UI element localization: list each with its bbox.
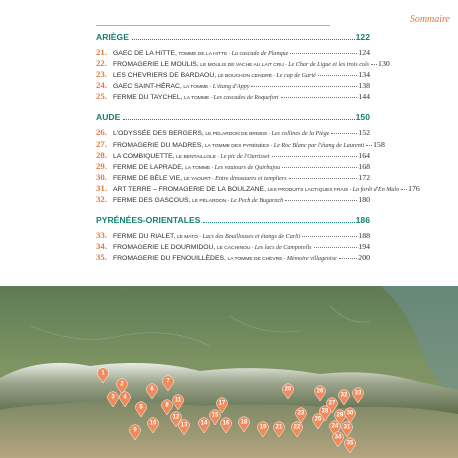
farm-name: FROMAGERIE LE DOURMIDOU, — [113, 244, 216, 252]
dot-leader — [272, 156, 358, 157]
cheese-name: LE MATÓ — [176, 235, 198, 241]
farm-name: L'ODYSSÉE DES BERGERS, — [113, 130, 204, 138]
entry-page-number: 134 — [358, 70, 370, 80]
entry-title — [113, 197, 283, 204]
cheese-name: LA TOMME DE CHÈVRE — [227, 257, 283, 263]
farm-name: ART TERRE – FROMAGERIE DE LA BOULZANE, — [113, 185, 266, 193]
dot-leader — [401, 189, 407, 190]
entry-separator: - — [226, 199, 231, 205]
marker-label: 18 — [240, 419, 248, 426]
farm-name: FROMAGERIE DU MADRES, — [113, 141, 204, 149]
dot-leader — [290, 53, 357, 54]
marker-label: 19 — [259, 424, 267, 431]
dot-leader — [282, 167, 357, 168]
entry-title — [113, 61, 369, 68]
marker-label: 11 — [174, 397, 182, 404]
toc-entry[interactable] — [96, 138, 385, 150]
marker-label: 3 — [111, 394, 115, 401]
entry-title — [113, 255, 337, 262]
entry-page-number: 124 — [358, 48, 370, 57]
entry-separator: - — [283, 63, 289, 69]
farm-name: FERME DE LAPRADE, — [113, 163, 184, 171]
marker-label: 1 — [101, 370, 105, 377]
entry-separator: - — [210, 165, 215, 171]
page-header-title: Sommaire — [409, 14, 450, 25]
header-rule — [96, 25, 330, 26]
dot-leader — [366, 145, 372, 146]
toc-entry[interactable] — [96, 241, 370, 252]
walk-name: L'étang d'Appy — [212, 84, 250, 91]
marker-label: 4 — [123, 394, 127, 401]
toc-entry[interactable] — [96, 182, 420, 194]
farm-name: FERME DES GASCOUS, — [113, 197, 191, 205]
entry-separator: - — [282, 257, 287, 263]
cheese-name: LE PÉLARDON DE BREBIS — [205, 132, 268, 138]
walk-name: Les cascades de Roquefort — [213, 95, 279, 102]
marker-label: 17 — [218, 400, 226, 407]
walk-name: Les lacs de Camporells — [254, 245, 312, 252]
section-page-number: 150 — [355, 112, 370, 123]
toc-entry[interactable] — [96, 172, 370, 183]
entry-page-number: 200 — [358, 253, 370, 263]
dot-leader — [281, 97, 358, 98]
entry-page-number: 164 — [358, 150, 370, 160]
cheese-name: LE PÉLARDON — [191, 199, 227, 205]
entry-title — [113, 233, 300, 240]
cheese-name: LE YAOURT — [183, 176, 211, 182]
relief-map-svg — [0, 286, 458, 458]
entry-number: 32. — [96, 194, 107, 205]
toc-entry[interactable] — [96, 91, 370, 102]
entry-separator: - — [208, 85, 213, 91]
marker-label: 30 — [346, 410, 354, 417]
table-of-contents — [96, 31, 420, 272]
toc-entry[interactable] — [96, 47, 370, 58]
walk-name: Le pic de l'Ourtisset — [220, 153, 270, 160]
cheese-name: LE BENTAILLOLE — [176, 154, 216, 160]
entry-number: 21. — [96, 47, 107, 57]
farm-name: LES CHEVRIERS DE BARDAOU, — [113, 72, 217, 80]
entry-title — [113, 153, 270, 160]
toc-entry[interactable] — [96, 58, 390, 69]
walk-name: Le Char de Ligue et les trois cols — [288, 62, 370, 69]
entry-number: 30. — [96, 171, 107, 182]
marker-label: 9 — [133, 427, 137, 434]
entry-page-number: 176 — [408, 183, 420, 193]
southern-slopes — [0, 401, 458, 458]
toc-entry[interactable] — [96, 161, 370, 172]
toc-entry[interactable] — [96, 194, 370, 205]
dot-leader — [203, 222, 354, 223]
marker-label: 22 — [293, 424, 301, 431]
entry-number: 33. — [96, 230, 107, 241]
marker-label: 8 — [165, 402, 169, 409]
marker-label: 34 — [334, 434, 342, 441]
entry-number: 24. — [96, 80, 107, 91]
entry-number: 35. — [96, 252, 107, 263]
entry-separator: - — [272, 74, 277, 80]
farm-name: GAEC DE LA HITTE, — [113, 50, 177, 57]
section-page-number: 122 — [355, 32, 370, 42]
walk-name: Les collines de la Piège — [271, 131, 330, 138]
entry-title — [113, 83, 249, 90]
entry-title — [113, 175, 287, 182]
walk-name: Le Pech de Bugarach — [230, 198, 284, 205]
marker-label: 5 — [139, 404, 143, 411]
marker-label: 29 — [336, 412, 344, 419]
cheese-name: LES PRODUITS LACTIQUES FRAIS — [267, 187, 349, 193]
entry-page-number: 188 — [358, 231, 370, 241]
cheese-name: TOMME DE LA HITTE — [178, 52, 228, 57]
cheese-name: LA TOMME DES PYRÉNÉES — [204, 143, 270, 149]
entry-number: 25. — [96, 91, 107, 102]
marker-label: 20 — [284, 386, 292, 393]
marker-label: 21 — [275, 424, 283, 431]
toc-entry[interactable] — [96, 127, 370, 138]
marker-label: 26 — [316, 388, 324, 395]
cheese-name: LA TOMME — [185, 165, 211, 171]
entry-title — [113, 94, 279, 101]
cheese-name: LA TOMME — [184, 96, 210, 102]
marker-label: 13 — [180, 422, 188, 429]
entry-separator: - — [250, 246, 255, 252]
toc-entry[interactable] — [96, 230, 370, 241]
marker-label: 15 — [211, 412, 219, 419]
entry-number: 28. — [96, 149, 107, 160]
entry-number: 34. — [96, 241, 107, 252]
marker-label: 28 — [321, 408, 329, 415]
walk-name: La cascade de Planque — [231, 51, 289, 57]
entry-page-number: 168 — [358, 161, 370, 171]
cheese-name: LE CACHINOU — [216, 246, 251, 252]
marker-label: 6 — [150, 386, 154, 393]
section-heading[interactable] — [96, 214, 370, 226]
farm-name: FERME DE BÈLE VIE, — [113, 174, 183, 182]
entry-number: 29. — [96, 160, 107, 171]
entry-separator: - — [210, 176, 216, 182]
entry-page-number: 138 — [358, 81, 370, 91]
marker-label: 31 — [343, 424, 351, 431]
entry-title — [113, 50, 288, 57]
toc-entry[interactable] — [96, 80, 370, 91]
entry-title — [113, 164, 280, 171]
entry-separator: - — [209, 96, 214, 102]
entry-page-number: 172 — [358, 172, 370, 182]
walk-name: La forêt d'En Malo — [352, 186, 400, 193]
entry-separator: - — [216, 154, 221, 160]
marker-label: 23 — [297, 410, 305, 417]
dot-leader — [318, 75, 357, 76]
entry-page-number: 194 — [358, 242, 370, 252]
toc-section — [96, 214, 370, 263]
walk-name: Lacs des Bouillouses et étangs de Carlit — [202, 234, 301, 241]
section-name: ARIÈGE — [96, 32, 129, 42]
dot-leader — [132, 39, 355, 40]
walk-name: Le cap de Garié — [276, 73, 316, 80]
entry-page-number: 152 — [358, 128, 370, 138]
entry-title — [113, 130, 329, 137]
cheese-name: LE BOUCHON CENDRÉ — [217, 74, 273, 80]
farm-name: GAEC SAINT-HÉRAC, — [113, 83, 182, 91]
marker-label: 25 — [314, 416, 322, 423]
marker-label: 14 — [200, 420, 208, 427]
farm-name: FERME DU TAYCHEL, — [113, 94, 183, 102]
entry-title — [113, 142, 364, 149]
toc-section — [96, 31, 390, 102]
dot-leader — [251, 86, 357, 87]
walk-name: Le Roc Blanc par l'étang de Laurenti — [273, 142, 365, 149]
entry-number: 27. — [96, 138, 107, 149]
toc-section — [96, 111, 420, 205]
walk-name: Les vautours de Quirbajou — [214, 164, 281, 171]
dot-leader — [289, 178, 358, 179]
entry-separator: - — [269, 143, 274, 149]
toc-entry[interactable] — [96, 252, 370, 263]
entry-number: 26. — [96, 127, 107, 138]
entry-number: 22. — [96, 58, 107, 69]
entry-number: 23. — [96, 69, 107, 80]
section-heading[interactable] — [96, 31, 370, 43]
entry-separator: - — [267, 132, 272, 138]
section-name: PYRÉNÉES-ORIENTALES — [96, 215, 201, 226]
entry-separator: - — [198, 235, 203, 241]
cheese-name: LE MOULIS DE VACHE AU LAIT CRU — [200, 63, 284, 69]
region-map — [0, 286, 458, 458]
dot-leader — [123, 119, 354, 120]
dot-leader — [371, 64, 377, 65]
farm-name: FERME DU RIALET, — [113, 233, 176, 241]
toc-entry[interactable] — [96, 150, 370, 161]
marker-label: 33 — [354, 390, 362, 397]
farm-name: FROMAGERIE LE MOULIS, — [113, 61, 199, 69]
dot-leader — [339, 258, 358, 259]
farm-name: LA COMBIQUETTE, — [113, 152, 175, 160]
marker-label: 12 — [172, 414, 180, 421]
section-page-number: 186 — [355, 215, 370, 226]
marker-label: 2 — [120, 381, 124, 388]
section-heading[interactable] — [96, 111, 370, 123]
walk-name: Mémoire villageoise — [286, 256, 337, 263]
marker-label: 24 — [331, 423, 339, 430]
entry-title — [113, 244, 312, 251]
entry-number: 31. — [96, 182, 107, 193]
entry-title — [113, 186, 399, 193]
marker-label: 27 — [328, 400, 336, 407]
dot-leader — [302, 236, 357, 237]
marker-label: 35 — [346, 440, 354, 447]
section-name: AUDE — [96, 112, 121, 123]
dot-leader — [314, 247, 358, 248]
marker-label: 16 — [222, 420, 230, 427]
entry-separator: - — [348, 187, 353, 193]
entry-page-number: 130 — [378, 59, 390, 69]
farm-name: FROMAGERIE DU FENOUILLÈDES, — [113, 255, 226, 263]
dot-leader — [331, 133, 357, 134]
entry-title — [113, 72, 316, 79]
entry-page-number: 144 — [358, 92, 370, 102]
entry-page-number: 180 — [358, 195, 370, 205]
walk-name: Entre dinosaures et templiers — [215, 175, 287, 182]
dot-leader — [285, 200, 357, 201]
marker-label: 7 — [166, 378, 170, 385]
marker-label: 32 — [340, 392, 348, 399]
cheese-name: LA TOMME — [183, 85, 209, 91]
toc-entry[interactable] — [96, 69, 370, 80]
entry-page-number: 158 — [373, 139, 385, 149]
marker-label: 10 — [149, 420, 157, 427]
entry-separator: - — [227, 52, 232, 57]
